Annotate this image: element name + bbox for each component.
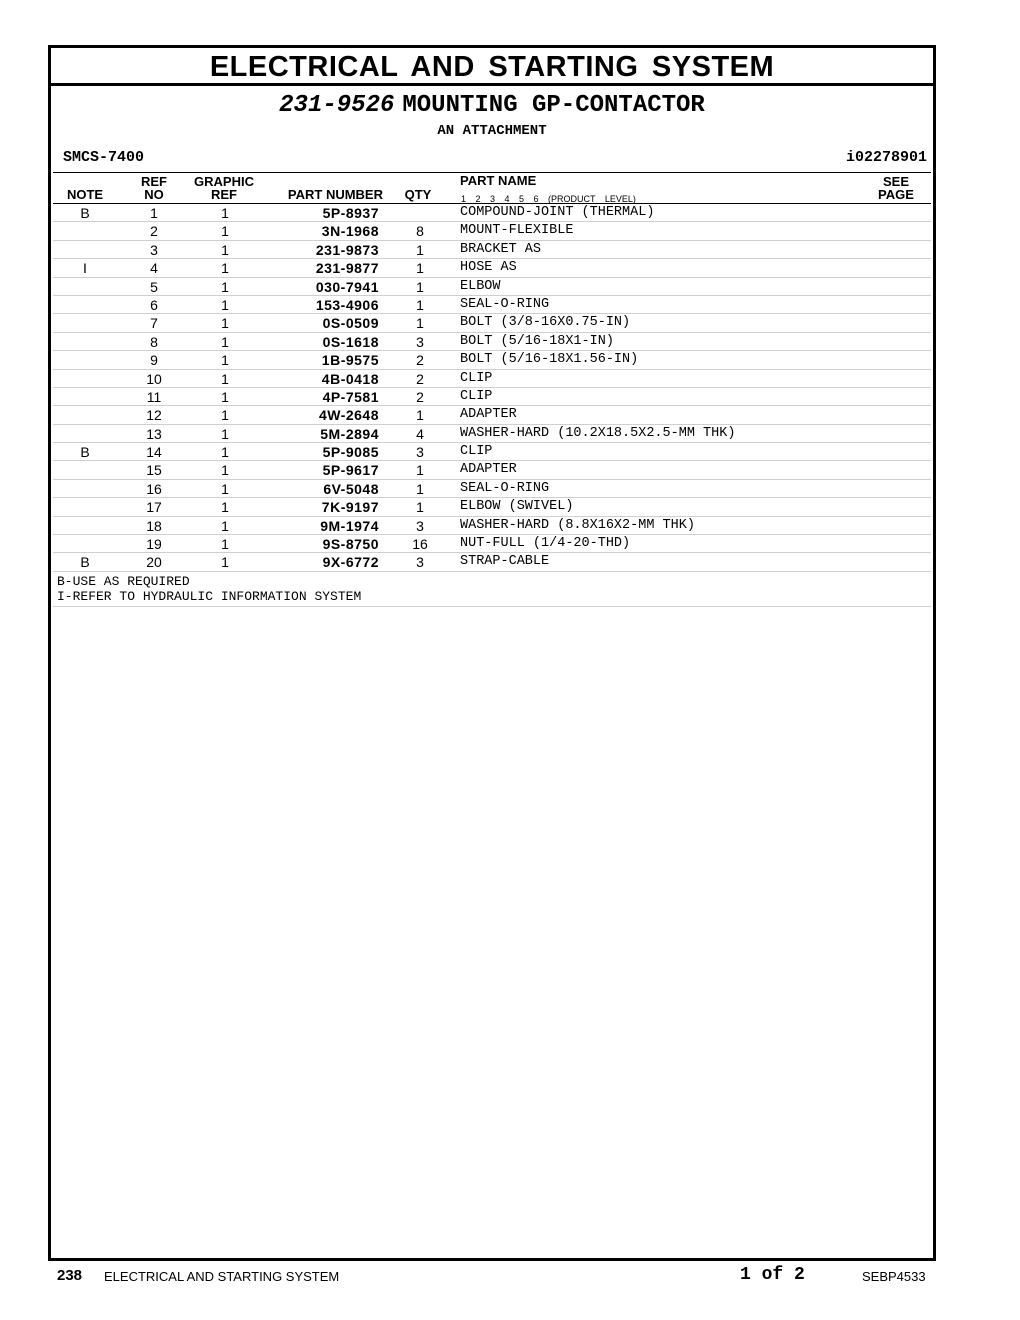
footer-document-id: SEBP4533 — [862, 1269, 926, 1284]
row-part-name: ADAPTER — [460, 407, 517, 423]
table-row — [53, 425, 931, 443]
row-part-name: STRAP-CABLE — [460, 554, 550, 570]
row-graphic-ref: 1 — [221, 444, 229, 461]
footer-section: ELECTRICAL AND STARTING SYSTEM — [104, 1269, 340, 1284]
row-part-name: COMPOUND-JOINT (THERMAL) — [460, 205, 655, 220]
row-part-number: 1B-9575 — [321, 352, 379, 369]
row-note: B — [80, 444, 90, 461]
row-graphic-ref: 1 — [221, 278, 229, 295]
col-header-see-bottom: PAGE — [878, 187, 914, 202]
row-part-name: CLIP — [460, 370, 493, 386]
row-qty: 1 — [416, 499, 424, 516]
section-title: ELECTRICAL AND STARTING SYSTEM — [51, 48, 933, 86]
row-part-number: 9S-8750 — [322, 536, 379, 553]
row-part-name: BOLT (5/16-18X1-IN) — [460, 333, 614, 349]
group-title — [51, 92, 933, 119]
row-part-number: 030-7941 — [315, 278, 379, 295]
footnote: B-USE AS REQUIRED — [57, 573, 190, 589]
row-graphic-ref: 1 — [221, 517, 229, 534]
row-ref-no: 20 — [146, 554, 162, 571]
row-part-number: 4P-7581 — [322, 388, 379, 405]
row-qty: 3 — [416, 554, 424, 571]
illustration-id: i02278901 — [845, 149, 927, 166]
table-row — [53, 443, 931, 461]
row-part-name: HOSE AS — [460, 260, 517, 276]
row-qty: 2 — [416, 370, 424, 387]
row-ref-no: 12 — [146, 407, 162, 424]
row-note: B — [80, 205, 90, 221]
row-qty: 3 — [416, 517, 424, 534]
row-part-name: CLIP — [460, 444, 493, 460]
table-row — [53, 296, 931, 314]
table-row — [53, 498, 931, 516]
col-header-product-levels: 1 2 3 4 5 6 (PRODUCT LEVEL) — [461, 194, 636, 204]
row-ref-no: 8 — [150, 333, 158, 350]
row-graphic-ref: 1 — [221, 499, 229, 516]
row-graphic-ref: 1 — [221, 388, 229, 405]
table-row — [53, 259, 931, 277]
table-row — [53, 241, 931, 259]
row-qty: 1 — [416, 296, 424, 313]
row-graphic-ref: 1 — [221, 296, 229, 313]
row-ref-no: 9 — [150, 352, 158, 369]
row-part-name: ADAPTER — [460, 462, 517, 478]
row-graphic-ref: 1 — [221, 352, 229, 369]
row-part-name: WASHER-HARD (10.2X18.5X2.5-MM THK) — [460, 425, 736, 441]
parts-page-frame — [48, 45, 936, 1261]
row-part-number: 5P-8937 — [322, 205, 379, 221]
table-row — [53, 333, 931, 351]
row-qty: 2 — [416, 388, 424, 405]
row-ref-no: 2 — [150, 223, 158, 240]
row-part-number: 0S-1618 — [322, 333, 379, 350]
row-graphic-ref: 1 — [221, 241, 229, 258]
row-note: I — [83, 260, 87, 277]
row-part-name: SEAL-O-RING — [460, 296, 550, 312]
col-header-graphic-top: GRAPHIC — [194, 174, 254, 189]
col-header-see-top: SEE — [882, 174, 909, 189]
row-qty: 2 — [416, 352, 424, 369]
row-part-number: 9X-6772 — [322, 554, 379, 571]
row-ref-no: 11 — [146, 388, 162, 405]
row-qty: 1 — [416, 480, 424, 497]
footnotes — [53, 572, 931, 607]
row-part-number: 0S-0509 — [322, 315, 379, 332]
footnote: I-REFER TO HYDRAULIC INFORMATION SYSTEM — [57, 588, 362, 604]
row-part-number: 7K-9197 — [321, 499, 379, 516]
row-graphic-ref: 1 — [221, 223, 229, 240]
col-header-ref-top: REF — [141, 174, 167, 189]
row-part-number: 4W-2648 — [318, 407, 379, 424]
table-row — [53, 461, 931, 479]
table-row — [53, 388, 931, 406]
row-qty: 1 — [416, 462, 424, 479]
row-ref-no: 15 — [146, 462, 162, 479]
row-part-number: 153-4906 — [315, 296, 379, 313]
col-header-note: NOTE — [66, 187, 104, 202]
row-qty: 1 — [416, 315, 424, 332]
row-ref-no: 7 — [150, 315, 158, 332]
row-qty: 1 — [416, 278, 424, 295]
group-part-number: 231-9526 — [279, 92, 395, 119]
col-header-part-name: PART NAME — [460, 173, 537, 188]
row-qty: 16 — [412, 536, 428, 553]
row-ref-no: 17 — [146, 499, 162, 516]
row-ref-no: 10 — [146, 370, 162, 387]
group-subtitle: AN ATTACHMENT — [437, 123, 547, 139]
row-qty: 1 — [416, 407, 424, 424]
row-graphic-ref: 1 — [221, 462, 229, 479]
row-ref-no: 1 — [150, 205, 158, 221]
row-part-name: BOLT (3/8-16X0.75-IN) — [460, 315, 631, 331]
row-qty: 1 — [416, 260, 424, 277]
table-row — [53, 480, 931, 498]
row-part-name: WASHER-HARD (8.8X16X2-MM THK) — [460, 517, 695, 533]
row-part-name: ELBOW — [460, 278, 501, 294]
footer-page-number: 238 — [57, 1267, 83, 1284]
row-part-name: ELBOW (SWIVEL) — [460, 499, 574, 515]
row-graphic-ref: 1 — [221, 260, 229, 277]
row-part-name: CLIP — [460, 388, 493, 404]
row-ref-no: 18 — [146, 517, 162, 534]
row-qty: 1 — [416, 241, 424, 258]
row-graphic-ref: 1 — [221, 554, 229, 571]
row-qty: 8 — [416, 223, 424, 240]
table-row — [53, 278, 931, 296]
row-part-number: 5M-2894 — [320, 425, 379, 442]
row-ref-no: 19 — [146, 536, 162, 553]
row-graphic-ref: 1 — [221, 315, 229, 332]
row-part-name: BRACKET AS — [460, 241, 542, 257]
row-part-number: 4B-0418 — [321, 370, 379, 387]
table-row — [53, 406, 931, 424]
row-ref-no: 14 — [146, 444, 162, 461]
smcs-code: SMCS-7400 — [63, 149, 145, 166]
row-qty: 3 — [416, 444, 424, 461]
col-header-part-number: PART NUMBER — [287, 187, 383, 202]
row-part-number: 5P-9617 — [322, 462, 379, 479]
row-part-number: 9M-1974 — [320, 517, 379, 534]
table-row — [53, 535, 931, 553]
row-part-name: NUT-FULL (1/4-20-THD) — [460, 536, 631, 552]
row-ref-no: 4 — [150, 260, 158, 277]
row-part-name: SEAL-O-RING — [460, 480, 550, 496]
row-note: B — [80, 554, 90, 571]
row-ref-no: 13 — [146, 425, 162, 442]
table-row — [53, 553, 931, 571]
table-row — [53, 222, 931, 240]
row-ref-no: 6 — [150, 296, 158, 313]
row-graphic-ref: 1 — [221, 205, 229, 221]
table-row — [53, 351, 931, 369]
row-part-number: 231-9877 — [315, 260, 379, 277]
col-header-ref-bottom: NO — [144, 187, 164, 202]
table-row — [53, 204, 931, 222]
row-ref-no: 5 — [150, 278, 158, 295]
row-graphic-ref: 1 — [221, 333, 229, 350]
row-part-number: 231-9873 — [315, 241, 379, 258]
row-part-number: 5P-9085 — [322, 444, 379, 461]
table-row — [53, 370, 931, 388]
row-part-name: BOLT (5/16-18X1.56-IN) — [460, 352, 639, 368]
col-header-graphic-bottom: REF — [211, 187, 237, 202]
group-name: MOUNTING GP-CONTACTOR — [402, 92, 705, 119]
row-qty: 3 — [416, 333, 424, 350]
parts-list — [53, 204, 931, 607]
row-part-number: 6V-5048 — [323, 480, 379, 497]
row-ref-no: 16 — [146, 480, 162, 497]
footer-page-of: 1 of 2 — [740, 1265, 805, 1285]
row-ref-no: 3 — [150, 241, 158, 258]
row-graphic-ref: 1 — [221, 536, 229, 553]
row-graphic-ref: 1 — [221, 425, 229, 442]
col-header-qty: QTY — [404, 187, 432, 202]
table-row — [53, 517, 931, 535]
row-qty: 4 — [416, 425, 424, 442]
row-part-number: 3N-1968 — [321, 223, 379, 240]
row-graphic-ref: 1 — [221, 370, 229, 387]
row-graphic-ref: 1 — [221, 407, 229, 424]
table-row — [53, 314, 931, 332]
row-graphic-ref: 1 — [221, 480, 229, 497]
row-part-name: MOUNT-FLEXIBLE — [460, 223, 574, 239]
